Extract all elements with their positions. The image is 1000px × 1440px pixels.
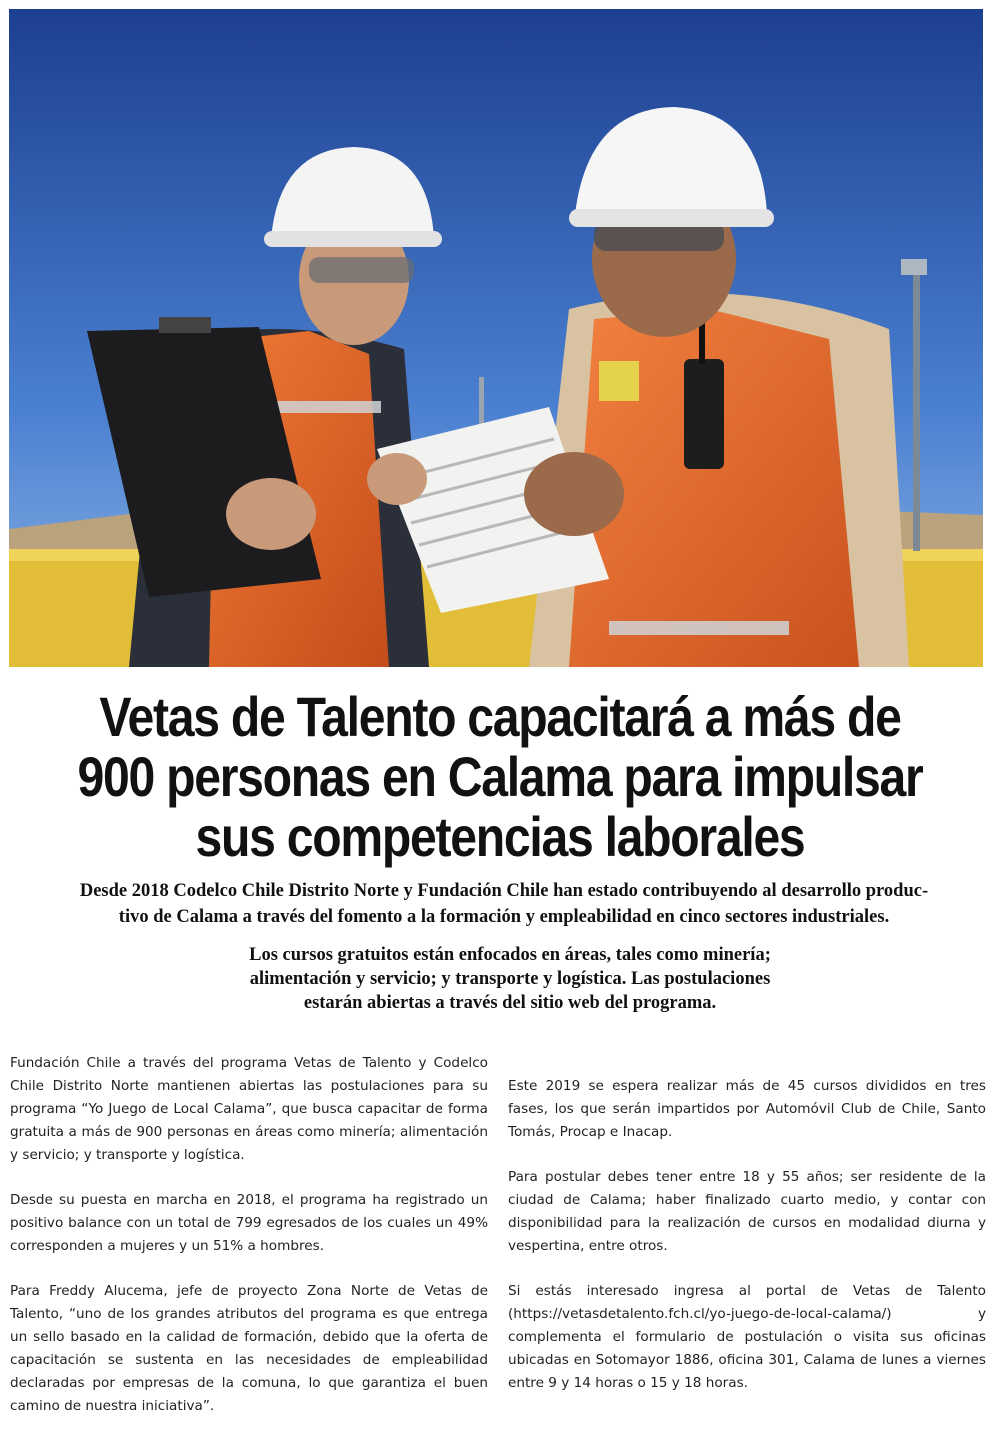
headline-line-1: Vetas de Talento capacitará a más de [99, 685, 901, 748]
body-column-right [508, 1075, 986, 1417]
mining-workers-illustration [9, 9, 983, 667]
body-paragraph: Este 2019 se espera realizar más de 45 cursos divididos en tres fases, los que serán impartidos por Automóvil Club de Chile, Santo Tomás, Procap e Inacap. [508, 1078, 986, 1140]
headline-line-2: 900 personas en Calama para impulsar [77, 745, 923, 808]
body-paragraph: Desde su puesta en marcha en 2018, el programa ha registrado un positivo balance con un total de 799 egresados de los cuales un 49% corresponden a mujeres y un 51% a hombres. [10, 1192, 488, 1254]
lead-line-2: tivo de Calama a través del fomento a la formación y empleabilidad en cinco sectores industriales. [118, 907, 890, 927]
light-pole [913, 271, 920, 551]
subheading-line-1: Los cursos gratuitos están enfocados en áreas, tales como minería; [249, 945, 771, 965]
lead-line-1: Desde 2018 Codelco Chile Distrito Norte y Fundación Chile han estado contribuyendo al desarrollo produc- [79, 881, 929, 901]
lead-paragraph [24, 878, 984, 930]
headline-line-3: sus competencias laborales [195, 805, 805, 868]
subheading-line-3: estarán abiertas a través del sitio web del programa. [303, 993, 717, 1013]
body-paragraph: Fundación Chile a través del programa Vetas de Talento y Codelco Chile Distrito Norte mantienen abiertas las postulaciones para su programa “Yo Juego de Local Calama”, que busca capacitar de forma gratuita a más de 900 personas en áreas como minería; alimentación y servicio; y transporte y logística. [10, 1055, 488, 1163]
safety-glasses-left [309, 257, 414, 283]
body-paragraph: Si estás interesado ingresa al portal de Vetas de Talento (https://vetasdetalento.fch.cl/yo-juego-de-local-calama/) y complementa el formulario de postulación o visita sus oficinas ubicadas en Sotomayor 1886, oficina 301, Calama de lunes a viernes entre 9 y 14 horas o 15 y 18 horas. [508, 1283, 986, 1391]
body-paragraph: Para Freddy Alucema, jefe de proyecto Zona Norte de Vetas de Talento, “uno de los grandes atributos del programa es que entrega un sello basado en la calidad de formación, debido que la oferta de capacitación se sustenta en las necesidades de empleabilidad declaradas por empresas de la comuna, lo que garantiza el buen camino de nuestra iniciativa”. [10, 1283, 488, 1414]
hero-photo [9, 9, 983, 667]
subheading-line-2: alimentación y servicio; y transporte y logística. Las postulaciones [249, 969, 771, 989]
radio [684, 359, 724, 469]
subheading [150, 943, 870, 1015]
body-paragraph: Para postular debes tener entre 18 y 55 años; ser residente de la ciudad de Calama; haber finalizado cuarto medio, y contar con disponibilidad para la realización de cursos en modalidad diurna y vespertina, entre otros. [508, 1169, 986, 1254]
body-column-left [10, 1052, 488, 1440]
headline [70, 687, 930, 867]
